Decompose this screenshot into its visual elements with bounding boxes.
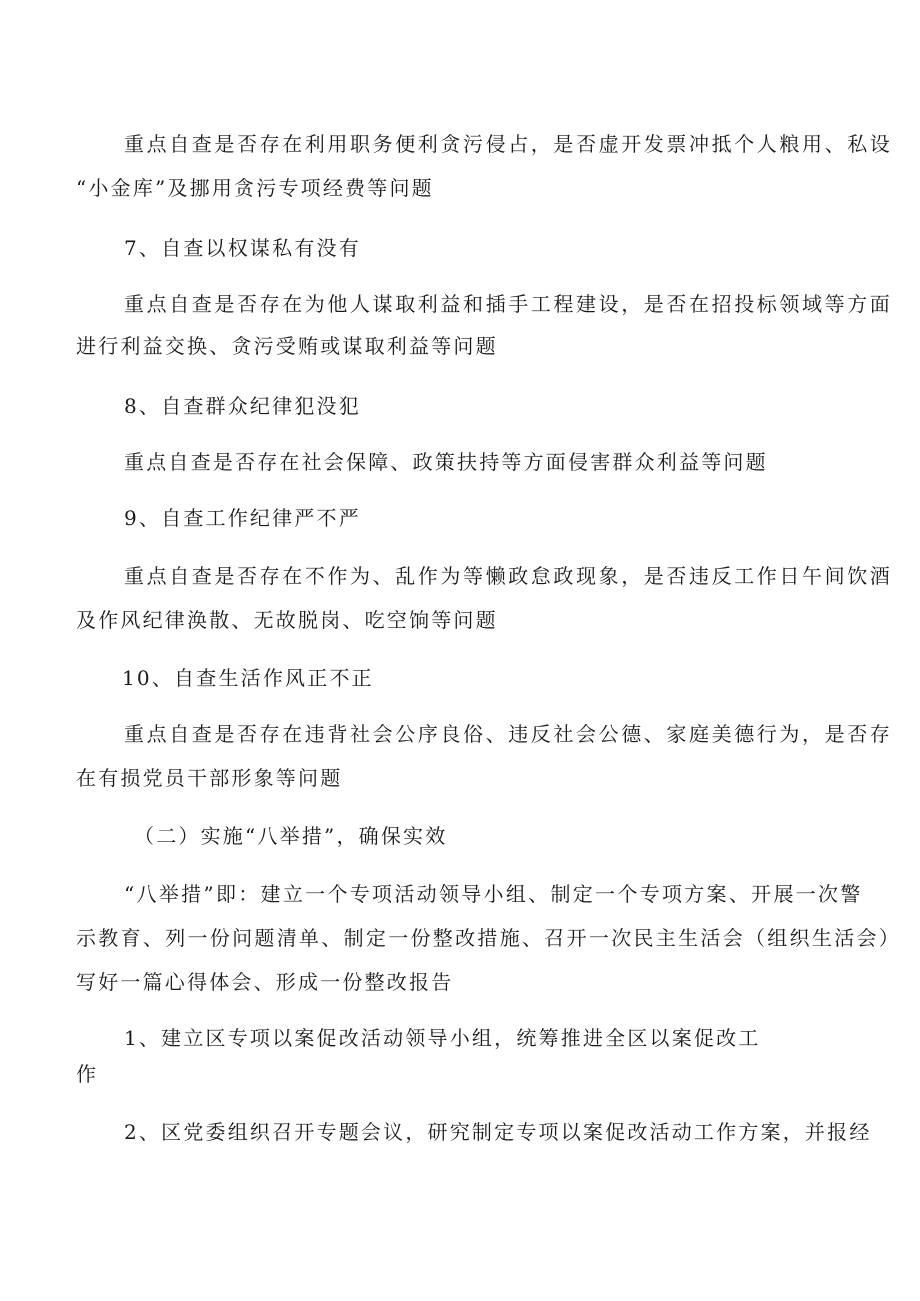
paragraph-line: 写好一篇心得体会、形成一份整改报告 xyxy=(76,970,454,994)
paragraph-line: 在有损党员干部形象等问题 xyxy=(76,766,343,790)
paragraph-line: 重点自查是否存在利用职务便利贪污侵占，是否虚开发票冲抵个人粮用、私设 xyxy=(124,132,893,156)
paragraph-line: 重点自查是否存在为他人谋取利益和插手工程建设，是否在招投标领域等方面 xyxy=(124,292,893,316)
paragraph-line: 重点自查是否存在不作为、乱作为等懒政怠政现象，是否违反工作日午间饮酒 xyxy=(124,564,893,588)
section-heading: 8、自查群众纪律犯没犯 xyxy=(124,394,361,418)
paragraph-line: 1、建立区专项以案促改活动领导小组，统筹推进全区以案促改工 xyxy=(124,1026,761,1050)
paragraph-line: 重点自查是否存在社会保障、政策扶持等方面侵害群众利益等问题 xyxy=(124,450,768,474)
paragraph-line: 进行利益交换、贪污受贿或谋取利益等问题 xyxy=(76,334,498,358)
paragraph-line: “小金库”及挪用贪污专项经费等问题 xyxy=(76,176,434,200)
section-heading: 9、自查工作纪律严不严 xyxy=(124,506,361,530)
section-heading: 7、自查以权谋私有没有 xyxy=(124,236,361,260)
subsection-heading: （二）实施“八举措”，确保实效 xyxy=(134,824,448,848)
paragraph-line: “八举措”即：建立一个专项活动领导小组、制定一个专项方案、开展一次警 xyxy=(124,882,863,906)
paragraph-line: 示教育、列一份问题清单、制定一份整改措施、召开一次民主生活会（组织生活会） xyxy=(76,926,902,950)
paragraph-line: 重点自查是否存在违背社会公序良俗、违反社会公德、家庭美德行为，是否存 xyxy=(124,722,893,746)
section-heading: 10、自查生活作风正不正 xyxy=(122,666,374,690)
paragraph-line: 作 xyxy=(76,1062,99,1086)
paragraph-line: 2、区党委组织召开专题会议，研究制定专项以案促改活动工作方案，并报经 xyxy=(124,1120,872,1144)
paragraph-line: 及作风纪律涣散、无故脱岗、吃空饷等问题 xyxy=(76,608,498,632)
